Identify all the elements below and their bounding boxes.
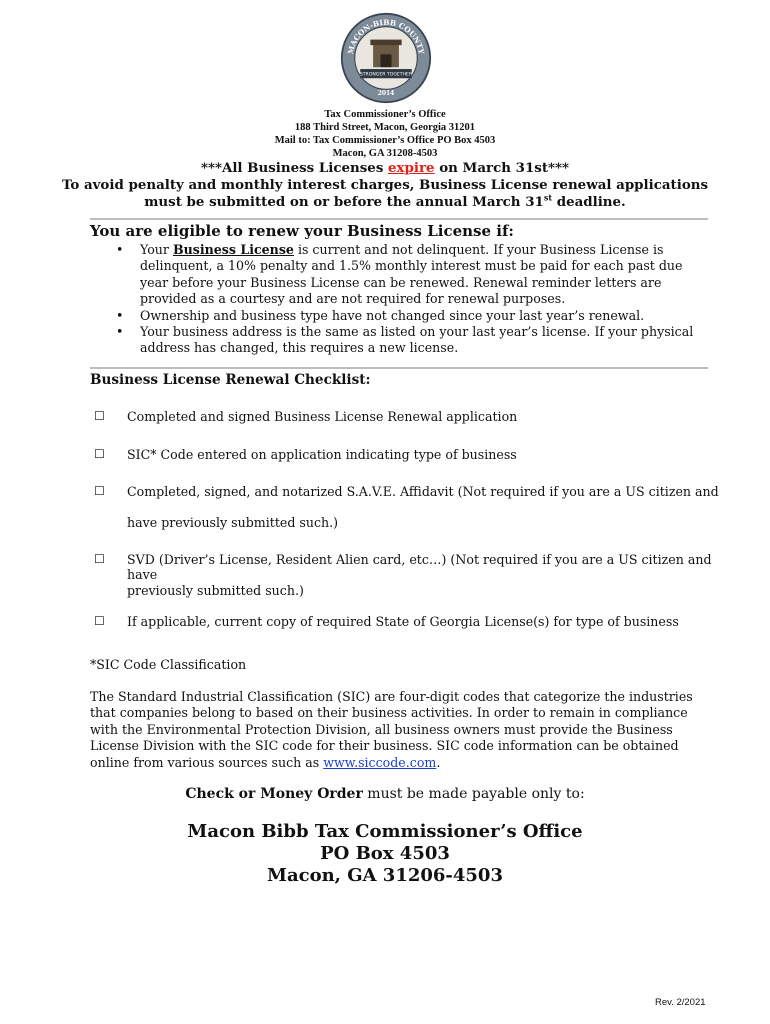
checklist-item-svd-cont: previously submitted such.) <box>127 583 304 598</box>
siccode-link[interactable]: www.siccode.com <box>323 754 437 770</box>
expiration-notice <box>0 160 770 211</box>
checklist-item-sic-code: SIC* Code entered on application indicating type of business <box>127 447 517 462</box>
checkbox-icon[interactable]: ☐ <box>94 614 105 628</box>
checklist-item-svd: SVD (Driver’s License, Resident Alien card, etc…) (Not required if you are a US citizen and have <box>127 552 712 582</box>
svg-text:STRONGER TOGETHER: STRONGER TOGETHER <box>359 72 413 78</box>
office-city: Macon, GA 31208-4503 <box>332 148 438 159</box>
divider <box>90 367 708 369</box>
checkbox-icon[interactable]: ☐ <box>94 409 105 423</box>
payee-name: Macon Bibb Tax Commissioner’s Office <box>187 821 583 842</box>
svg-text:MACON-BIBB COUNTY: MACON-BIBB COUNTY <box>345 17 426 55</box>
revision-label: Rev. 2/2021 <box>655 997 706 1008</box>
list-item: • Your Business License is current and not delinquent. If your Business License is delinquent, a 10% penalty and 1.5% monthly interest must be paid for each past due year before your Business License can be renewed. Renewal reminder letters are provided as a courtesy and are not required for renewal purposes. <box>116 242 683 307</box>
office-mail-to: Mail to: Tax Commissioner’s Office PO Box 4503 <box>274 135 496 146</box>
checkbox-icon[interactable]: ☐ <box>94 552 105 566</box>
county-seal-logo <box>340 12 432 104</box>
payee-address <box>0 821 770 887</box>
bullet-icon: • <box>116 242 124 257</box>
checkbox-icon[interactable]: ☐ <box>94 484 105 498</box>
payee-city: Macon, GA 31206-4503 <box>267 865 503 886</box>
bullet-icon: • <box>116 324 124 340</box>
list-item: • Your business address is the same as listed on your last year’s license. If your physical address has changed, this requires a new license. <box>116 324 694 356</box>
checklist-item-save-affidavit: Completed, signed, and notarized S.A.V.E. Affidavit (Not required if you are a US citizen and <box>127 484 719 499</box>
checklist-item-save-affidavit-cont: have previously submitted such.) <box>127 515 339 530</box>
svg-text:2014: 2014 <box>377 89 395 97</box>
eligibility-list <box>114 242 714 357</box>
notice-line-2: To avoid penalty and monthly interest charges, Business License renewal applications <box>61 177 709 193</box>
payment-instruction: Check or Money Order must be made payable only to: <box>185 786 585 802</box>
checkbox-icon[interactable]: ☐ <box>94 447 105 461</box>
eligibility-heading: You are eligible to renew your Business License if: <box>90 222 514 240</box>
office-name: Tax Commissioner’s Office <box>324 109 446 120</box>
sic-heading: *SIC Code Classification <box>90 657 247 672</box>
checklist-heading: Business License Renewal Checklist: <box>90 372 371 388</box>
notice-line-3: must be submitted on or before the annual March 31st deadline. <box>144 192 626 210</box>
checklist-item-application: Completed and signed Business License Renewal application <box>127 409 518 424</box>
office-address-block <box>0 108 770 160</box>
expire-word: expire <box>388 160 435 176</box>
office-street: 188 Third Street, Macon, Georgia 31201 <box>294 122 476 133</box>
list-item: • Ownership and business type have not changed since your last year’s renewal. <box>116 307 645 323</box>
checklist-item-state-license: If applicable, current copy of required State of Georgia License(s) for type of business <box>127 614 679 629</box>
divider <box>90 218 708 220</box>
bullet-icon: • <box>116 307 124 323</box>
payee-po-box: PO Box 4503 <box>320 843 450 864</box>
notice-line-1: ***All Business Licenses expire on March 31st*** <box>200 160 570 176</box>
sic-paragraph: The Standard Industrial Classification (SIC) are four-digit codes that categorize the industries that companies belong to based on their business activities. In order to remain in compliance with the Environmental Protection Division, all business owners must provide the Business License Division with the SIC code for their business. SIC code information can be obtained online from various sources such as www.siccode.com. <box>90 689 693 770</box>
